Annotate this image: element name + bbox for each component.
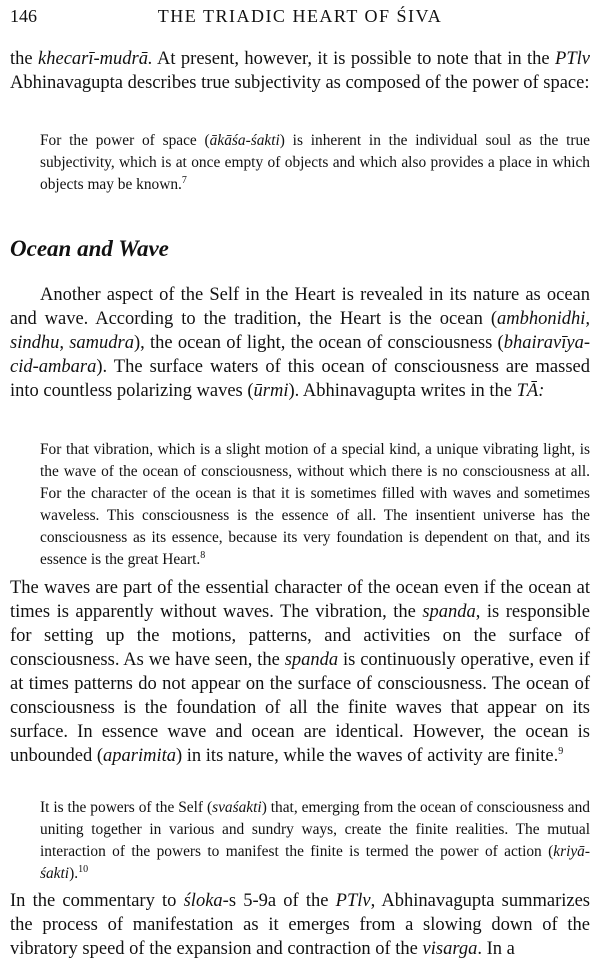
- term-spanda-2: spanda: [284, 650, 339, 670]
- term-ptlv: PTlv: [555, 49, 590, 69]
- page-header: [10, 6, 590, 30]
- term-aparimita: aparimita: [103, 746, 176, 766]
- footnote-ref-10: 10: [78, 863, 89, 875]
- paragraph-4: In the commentary to śloka-s 5-9a of the PTlv, Abhinavagupta summarizes the process of manifestation as it emerges from a slowing down of the vibratory speed of the expansion and contraction of the visarga. In a: [10, 891, 590, 959]
- term-ta: TĀ:: [516, 381, 545, 401]
- term-sloka: śloka: [183, 891, 223, 911]
- term-ptlv-2: PTlv: [335, 891, 371, 911]
- block-quote-2: For that vibration, which is a slight motion of a special kind, a unique vibrating light, is the wave of the ocean of consciousness, without which there is no consciousness at all. For the character of the ocean is that it is sometimes filled with waves and sometimes waveless. This consciousness is the essence of all. The insentient universe has the consciousness as its essence, because its very foundation is dependent on that, and its essence is the great Heart.$^8$: [40, 441, 590, 568]
- footnote-ref-9: 9: [558, 745, 564, 757]
- footnote-ref-7: 7: [181, 174, 187, 186]
- footnote-ref-8: 8: [200, 549, 206, 561]
- paragraph-3: The waves are part of the essential character of the ocean even if the ocean at times is apparently without waves. The vibration, the spanda, is responsible for setting up the motions, patterns, and activities on the surface of consciousness. As we have seen, the spanda is continuously operative, even if at times patterns do not appear on the surface of consciousness. The ocean of consciousness is the foundation of all the finite waves that appear on its surface. In essence wave and ocean are identical. However, the ocean is unbounded (aparimita) in its nature, while the waves of activity are finite.$^9$: [10, 578, 591, 766]
- section-heading: Ocean and Wave: [10, 236, 169, 261]
- term-ambhonidhi: ambhonidhi, sindhu, samudra: [10, 309, 590, 353]
- term-urmi: ūrmi: [253, 381, 289, 401]
- term-svasakti: svaśakti: [212, 799, 262, 816]
- term-khecari-mudra: khecarī-mudrā.: [38, 49, 153, 69]
- term-bhairaviya: bhairavīya-cid-ambara: [10, 333, 590, 377]
- term-akasa-sakti: ākāśa-śakti: [209, 132, 280, 149]
- page-number: 146: [10, 6, 37, 26]
- term-spanda: spanda: [422, 602, 476, 622]
- running-title: THE TRIADIC HEART OF ŚIVA: [157, 6, 443, 26]
- paragraph-2: Another aspect of the Self in the Heart is revealed in its nature as ocean and wave. According to the tradition, the Heart is the ocean (ambhonidhi, sindhu, samudra), the ocean of light, the ocean of consciousness (bhairavīya-cid-ambara). The surface waters of this ocean of consciousness are massed into countless polarizing waves (ūrmi). Abhinavagupta writes in the TĀ:: [10, 285, 590, 401]
- paragraph-1: the khecarī-mudrā. At present, however, it is possible to note that in the PTlv Abhinavagupta describes true subjectivity as composed of the power of space:: [10, 49, 590, 93]
- block-quote-3: It is the powers of the Self (svaśakti) that, emerging from the ocean of consciousness and uniting together in various and sundry ways, create the finite realities. The mutual interaction of the powers to manifest the finite is termed the power of action (kriyā-śakti).$^{10}$: [40, 799, 590, 882]
- block-quote-1: For the power of space (ākāśa-śakti) is inherent in the individual soul as the true subjectivity, which is at once empty of objects and which also provides a place in which objects may be known.$^7$: [40, 132, 590, 193]
- term-kriya-sakti: kriyā-śakti: [40, 843, 590, 882]
- term-visarga: visarga: [422, 939, 478, 959]
